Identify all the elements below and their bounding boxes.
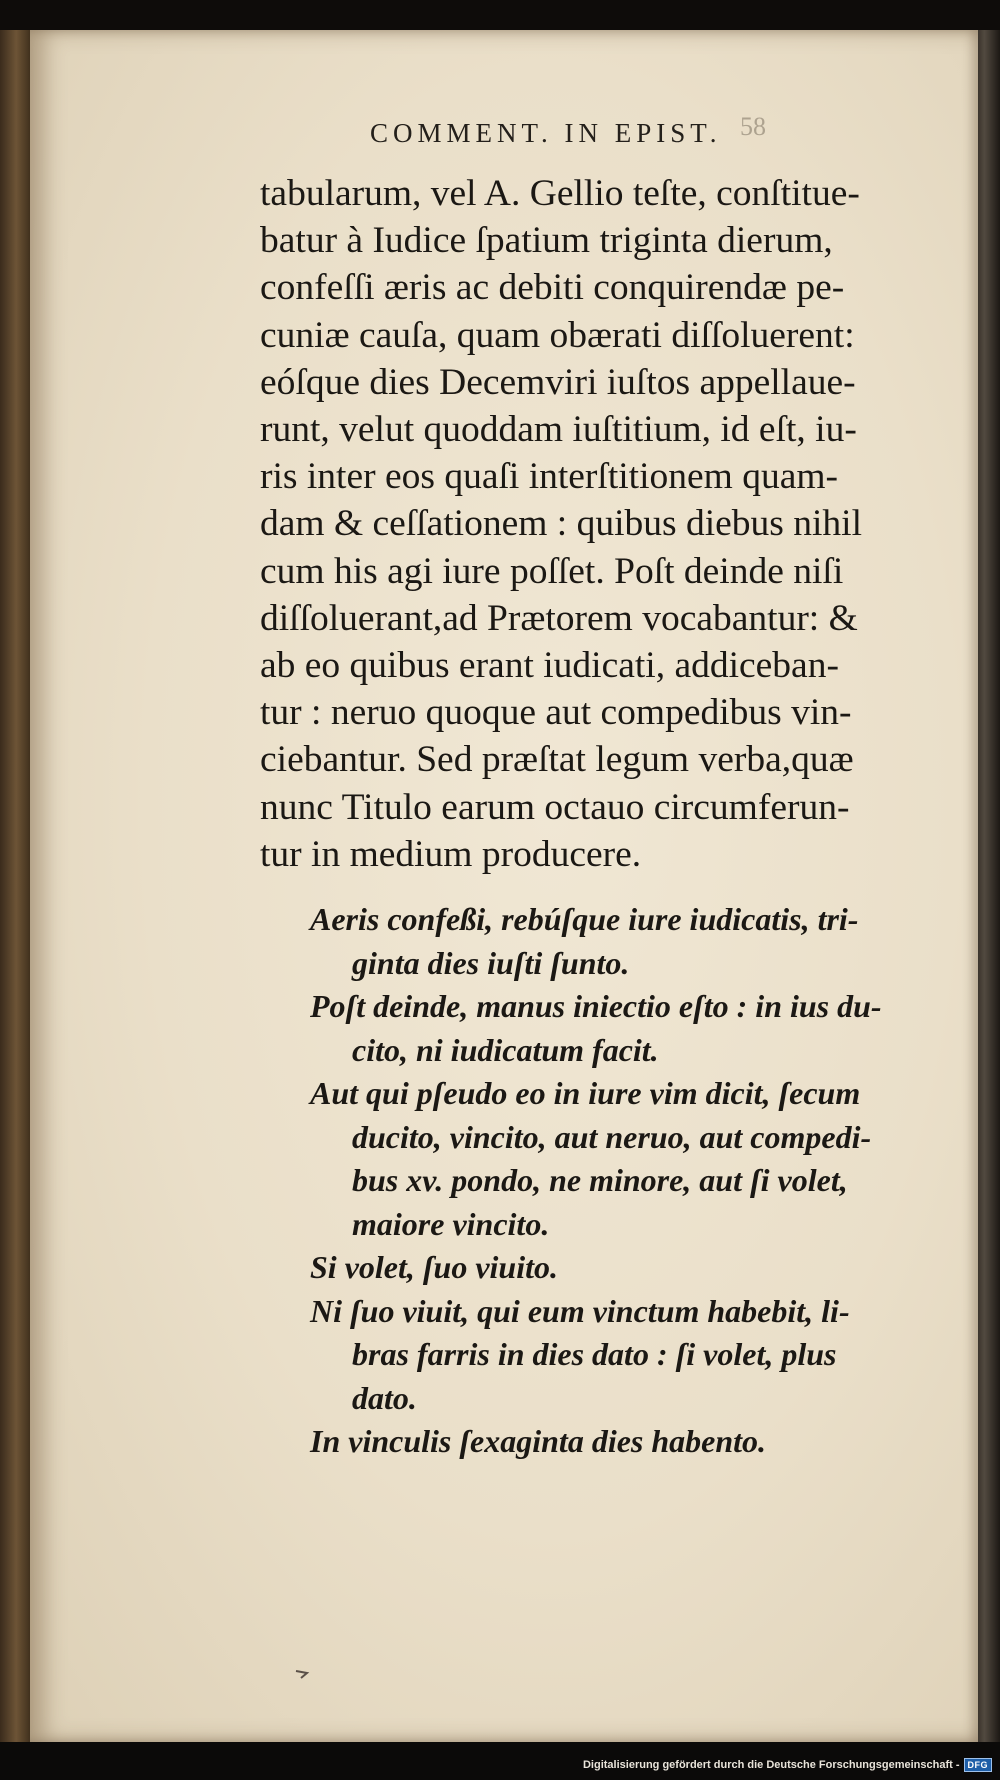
law-verse (310, 985, 1000, 1072)
body-line: confeſſi æris ac debiti conquirendæ pe- (260, 267, 845, 309)
verse-continuation: bras farris in dies dato : ſi volet, plus (352, 1336, 837, 1372)
body-line: cuniæ cauſa, quam obærati diſſoluerent: (260, 314, 855, 356)
verse-line: Poſt deinde, manus iniectio eſto : in ius du- (310, 988, 882, 1024)
body-line: ciebantur. Sed præſtat legum verba,quæ (260, 739, 854, 781)
body-line: tur in medium producere. (260, 833, 642, 875)
body-line: runt, velut quoddam iuſtitium, id eſt, iu- (260, 409, 857, 451)
law-verse (310, 1290, 1000, 1421)
law-verse (310, 1072, 1000, 1246)
verse-line: Ni ſuo viuit, qui eum vinctum habebit, li- (310, 1292, 850, 1329)
body-line: diſſoluerant,ad Prætorem vocabantur: & (260, 597, 858, 639)
verse-line: Si volet, ſuo viuito. (310, 1249, 558, 1285)
body-line: batur à Iudice ſpatium triginta dierum, (260, 220, 833, 262)
running-head: COMMENT. IN EPIST. (370, 118, 722, 148)
book-page (30, 30, 978, 1742)
verse-continuation: ginta dies iuſti ſunto. (352, 944, 630, 981)
body-line: eóſque dies Decemviri iuſtos appellaue- (260, 361, 856, 403)
law-verse (310, 898, 1000, 985)
page-number: 58 (740, 112, 766, 141)
verse-continuation: maiore vincito. (352, 1205, 550, 1242)
body-line: dam & ceſſationem : quibus diebus nihil (260, 503, 862, 545)
verse-line: In vinculis ſexaginta dies habento. (310, 1423, 767, 1459)
verse-continuation: dato. (352, 1379, 417, 1416)
body-line: ab eo quibus erant iudicati, addiceban- (260, 645, 839, 687)
body-line: ris inter eos quaſi interſtitionem quam- (260, 456, 838, 498)
verse-line: Aeris confeßi, rebúſque iure iudicatis, tri- (310, 901, 859, 937)
dfg-logo-icon: DFG (964, 1758, 993, 1772)
body-line: nunc Titulo earum octauo circumferun- (260, 786, 850, 828)
footer-band (0, 1742, 1000, 1780)
verse-continuation: bus xv. pondo, ne minore, aut ſi volet, (352, 1162, 848, 1198)
verse-continuation: ducito, vincito, aut neruo, aut compedi- (352, 1118, 872, 1155)
credit-text: Digitalisierung gefördert durch die Deutsche Forschungsgemeinschaft - (582, 1759, 960, 1771)
body-line: tur : neruo quoque aut compedibus vin- (260, 692, 852, 734)
verse-continuation: cito, ni iudicatum facit. (352, 1031, 659, 1068)
digitization-credit (583, 1758, 992, 1772)
law-quotation (310, 898, 1000, 1464)
body-line: tabularum, vel A. Gellio teſte, conſtitue- (260, 173, 860, 214)
body-text (260, 170, 990, 878)
verse-line: Aut qui pſeudo eo in iure vim dicit, ſecum (310, 1075, 861, 1111)
printer-mark-icon (295, 1666, 313, 1676)
body-line: cum his agi iure poſſet. Poſt deinde niſi (260, 550, 844, 592)
law-verse (310, 1420, 1000, 1464)
law-verse (310, 1246, 1000, 1290)
